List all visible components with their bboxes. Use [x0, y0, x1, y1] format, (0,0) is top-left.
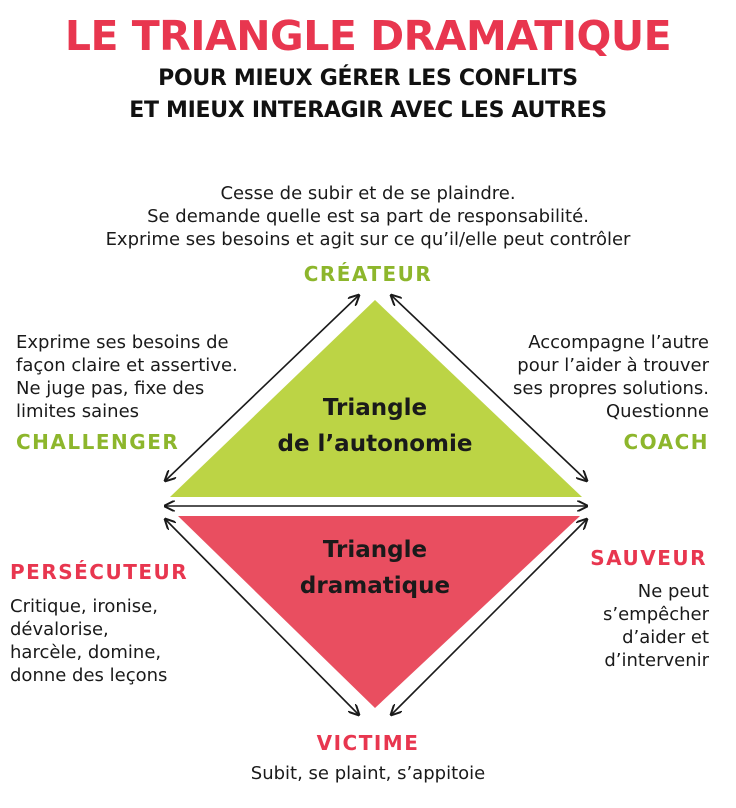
autonomy-triangle-label-line: Triangle — [322, 395, 428, 421]
challenger-description-line: limites saines — [16, 401, 140, 422]
subtitle-line-1: POUR MIEUX GÉRER LES CONFLITS — [158, 66, 578, 91]
persecuteur-description-line: dévalorise, — [10, 619, 109, 640]
persecuteur-description-line: donne des leçons — [10, 665, 168, 686]
sauveur-description-line: d’aider et — [622, 627, 709, 648]
sauveur-description — [509, 580, 709, 672]
challenger-description — [16, 331, 286, 423]
sauveur-description-line: d’intervenir — [604, 650, 709, 671]
coach-description-line: Questionne — [606, 401, 709, 422]
createur-description — [0, 182, 736, 251]
role-coach: COACH — [623, 430, 709, 454]
sauveur-description-line: s’empêcher — [603, 604, 709, 625]
drama-triangle-label-line: Triangle — [322, 537, 428, 563]
role-createur: CRÉATEUR — [303, 262, 433, 286]
createur-description-line: Cesse de subir et de se plaindre. — [220, 183, 516, 204]
role-persecuteur: PERSÉCUTEUR — [10, 560, 189, 584]
createur-description-line: Exprime ses besoins et agit sur ce qu’il/elle peut contrôler — [105, 229, 631, 250]
coach-description-line: pour l’aider à trouver — [517, 355, 709, 376]
challenger-description-line: Ne juge pas, fixe des — [16, 378, 205, 399]
role-challenger: CHALLENGER — [16, 430, 180, 454]
autonomy-triangle-label — [250, 390, 500, 462]
persecuteur-description-line: harcèle, domine, — [10, 642, 162, 663]
page-title: LE TRIANGLE DRAMATIQUE — [64, 12, 672, 60]
persecuteur-description — [10, 595, 250, 687]
coach-description-line: ses propres solutions. — [513, 378, 709, 399]
drama-triangle-label-line: dramatique — [299, 573, 451, 599]
persecuteur-description-line: Critique, ironise, — [10, 596, 158, 617]
role-sauveur: SAUVEUR — [590, 546, 707, 570]
drama-triangle-label — [250, 532, 500, 604]
challenger-description-line: Exprime ses besoins de — [16, 332, 229, 353]
createur-description-line: Se demande quelle est sa part de responsabilité. — [147, 206, 589, 227]
challenger-description-line: façon claire et assertive. — [16, 355, 238, 376]
coach-description-line: Accompagne l’autre — [528, 332, 709, 353]
autonomy-triangle-label-line: de l’autonomie — [277, 431, 473, 457]
sauveur-description-line: Ne peut — [637, 581, 709, 602]
subtitle-line-2: ET MIEUX INTERAGIR AVEC LES AUTRES — [129, 98, 607, 123]
role-victime: VICTIME — [316, 731, 420, 755]
victime-description: Subit, se plaint, s’appitoie — [250, 763, 486, 784]
